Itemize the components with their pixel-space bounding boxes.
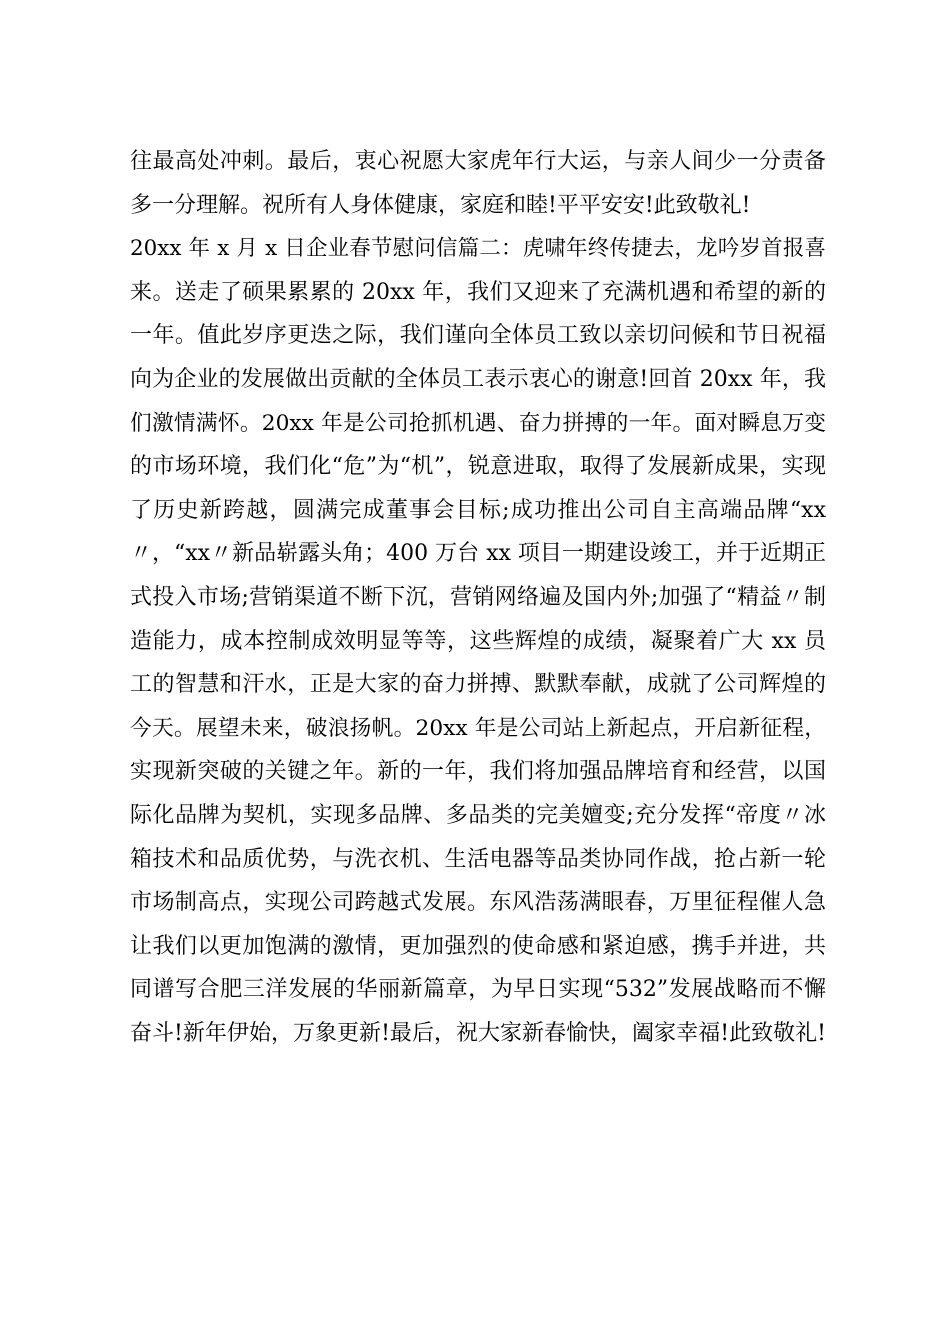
text-line-9: 了历史新跨越，圆满完成董事会目标;成功推出公司自主高端品牌“xx [130, 497, 826, 523]
text-line-4: 来。送走了硕果累累的 20xx 年，我们又迎来了充满机遇和希望的新的 [130, 279, 826, 305]
text-line-16: 际化品牌为契机，实现多品牌、多品类的完美嬗变;充分发挥“帝度〃冰 [130, 802, 826, 828]
text-line-14: 今天。展望未来，破浪扬帆。20xx 年是公司站上新起点，开启新征程， [130, 715, 826, 741]
text-line-19: 让我们以更加饱满的激情，更加强烈的使命感和紧迫感，携手并进，共 [130, 933, 826, 959]
text-line-15: 实现新突破的关键之年。新的一年，我们将加强品牌培育和经营，以国 [130, 759, 826, 785]
text-line-12: 造能力，成本控制成效明显等等，这些辉煌的成绩，凝聚着广大 xx 员 [130, 628, 826, 654]
text-line-13: 工的智慧和汗水，正是大家的奋力拼搏、默默奉献，成就了公司辉煌的 [130, 672, 826, 698]
text-line-17: 箱技术和品质优势，与洗衣机、生活电器等品类协同作战，抢占新一轮 [130, 846, 826, 872]
text-line-6: 向为企业的发展做出贡献的全体员工表示衷心的谢意!回首 20xx 年，我 [130, 366, 826, 392]
text-line-5: 一年。值此岁序更迭之际，我们谨向全体员工致以亲切问候和节日祝福 [130, 323, 826, 349]
text-line-21: 奋斗!新年伊始，万象更新!最后，祝大家新春愉快，阖家幸福!此致敬礼! [130, 1020, 826, 1046]
text-line-18: 市场制高点，实现公司跨越式发展。东风浩荡满眼春，万里征程催人急 [130, 890, 826, 916]
text-line-20: 同谱写合肥三洋发展的华丽新篇章，为早日实现“532”发展战略而不懈 [130, 977, 826, 1003]
text-line-8: 的市场环境，我们化“危”为“机”，锐意进取，取得了发展新成果，实现 [130, 454, 826, 480]
text-line-1: 往最高处冲刺。最后，衷心祝愿大家虎年行大运，与亲人间少一分责备 [130, 149, 826, 174]
text-line-10: 〃，“xx〃新品崭露头角；400 万台 xx 项目一期建设竣工，并于近期正 [130, 541, 826, 567]
letter-body [130, 140, 826, 1055]
text-line-11: 式投入市场;营销渠道不断下沉，营销网络遍及国内外;加强了“精益〃制 [130, 584, 826, 610]
text-line-2: 多一分理解。祝所有人身体健康，家庭和睦!平平安安!此致敬礼! [130, 192, 751, 218]
text-line-7: 们激情满怀。20xx 年是公司抢抓机遇、奋力拼搏的一年。面对瞬息万变 [130, 410, 826, 436]
text-line-3: 20xx 年 x 月 x 日企业春节慰问信篇二：虎啸年终传捷去，龙吟岁首报喜 [130, 236, 826, 262]
